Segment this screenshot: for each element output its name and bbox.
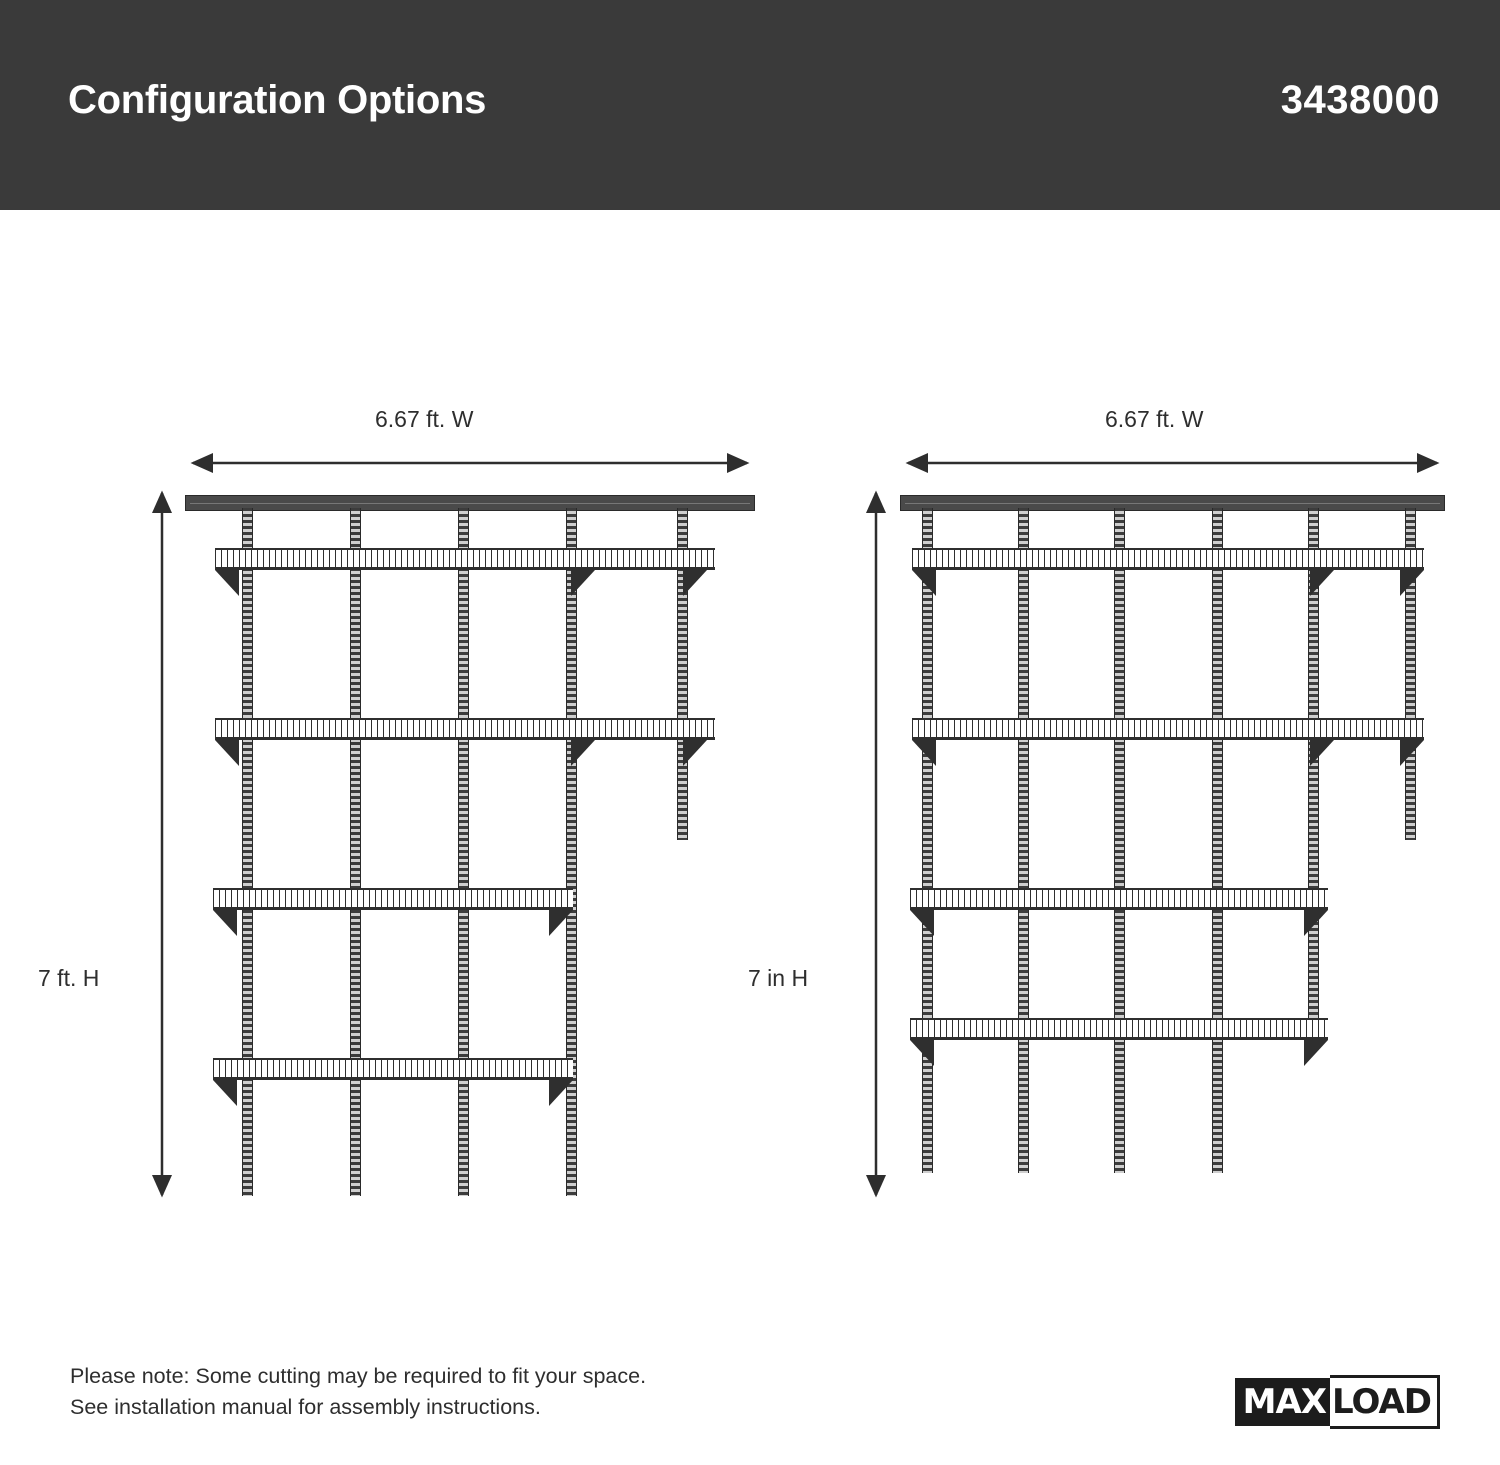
right-shelf-1-bracket-c: [1400, 570, 1424, 596]
right-shelf-4: [910, 1018, 1328, 1040]
left-shelf-3: [213, 888, 573, 910]
configuration-left-drawing: [185, 490, 755, 1190]
footer-note: [70, 1361, 646, 1423]
left-shelf-1-bracket-a: [215, 570, 239, 596]
right-track-4: [1212, 508, 1223, 1173]
left-track-1: [242, 508, 253, 1196]
left-track-3: [458, 508, 469, 1196]
right-shelf-3-bracket-a: [910, 910, 934, 936]
right-width-label: 6.67 ft. W: [1105, 406, 1204, 432]
right-shelf-1-bracket-b: [1310, 570, 1334, 596]
left-shelf-3-bracket-a: [213, 910, 237, 936]
left-shelf-4-bracket-a: [213, 1080, 237, 1106]
footer-note-line-1: Please note: Some cutting may be required to fit your space.: [70, 1364, 647, 1388]
brand-logo: [1235, 1379, 1440, 1425]
right-shelf-4-bracket-b: [1304, 1040, 1328, 1066]
right-shelf-3: [910, 888, 1328, 910]
left-top-rail: [185, 495, 755, 511]
right-shelf-3-bracket-b: [1304, 910, 1328, 936]
configuration-right-drawing: [900, 490, 1445, 1190]
sku-number: 3438000: [1280, 78, 1440, 122]
left-width-label: 6.67 ft. W: [375, 406, 474, 432]
right-shelf-2-bracket-b: [1310, 740, 1334, 766]
right-shelf-4-bracket-a: [910, 1040, 934, 1066]
left-shelf-2: [215, 718, 715, 740]
left-shelf-2-bracket-c: [683, 740, 707, 766]
left-shelf-1-bracket-c: [683, 570, 707, 596]
left-shelf-4: [213, 1058, 573, 1080]
right-shelf-2: [912, 718, 1424, 740]
left-height-label: 7 ft. H: [38, 965, 100, 991]
left-track-2: [350, 508, 361, 1196]
right-shelf-2-bracket-a: [912, 740, 936, 766]
left-shelf-1-bracket-b: [571, 570, 595, 596]
right-shelf-1-bracket-a: [912, 570, 936, 596]
left-shelf-2-bracket-a: [215, 740, 239, 766]
page-header: [0, 0, 1500, 210]
left-shelf-4-bracket-b: [549, 1080, 573, 1106]
brand-logo-max: MAX: [1235, 1378, 1330, 1426]
right-track-1: [922, 508, 933, 1173]
left-shelf-2-bracket-b: [571, 740, 595, 766]
page-title: Configuration Options: [68, 78, 487, 122]
left-shelf-1: [215, 548, 715, 570]
footer-note-line-2: See installation manual for assembly instructions.: [70, 1395, 541, 1419]
right-top-rail: [900, 495, 1445, 511]
left-shelf-3-bracket-b: [549, 910, 573, 936]
right-shelf-1: [912, 548, 1424, 570]
right-track-3: [1114, 508, 1125, 1173]
right-height-label: 7 in H: [748, 965, 809, 991]
right-track-2: [1018, 508, 1029, 1173]
right-shelf-2-bracket-c: [1400, 740, 1424, 766]
brand-logo-load: LOAD: [1330, 1375, 1440, 1429]
diagram-canvas: [0, 210, 1500, 1465]
